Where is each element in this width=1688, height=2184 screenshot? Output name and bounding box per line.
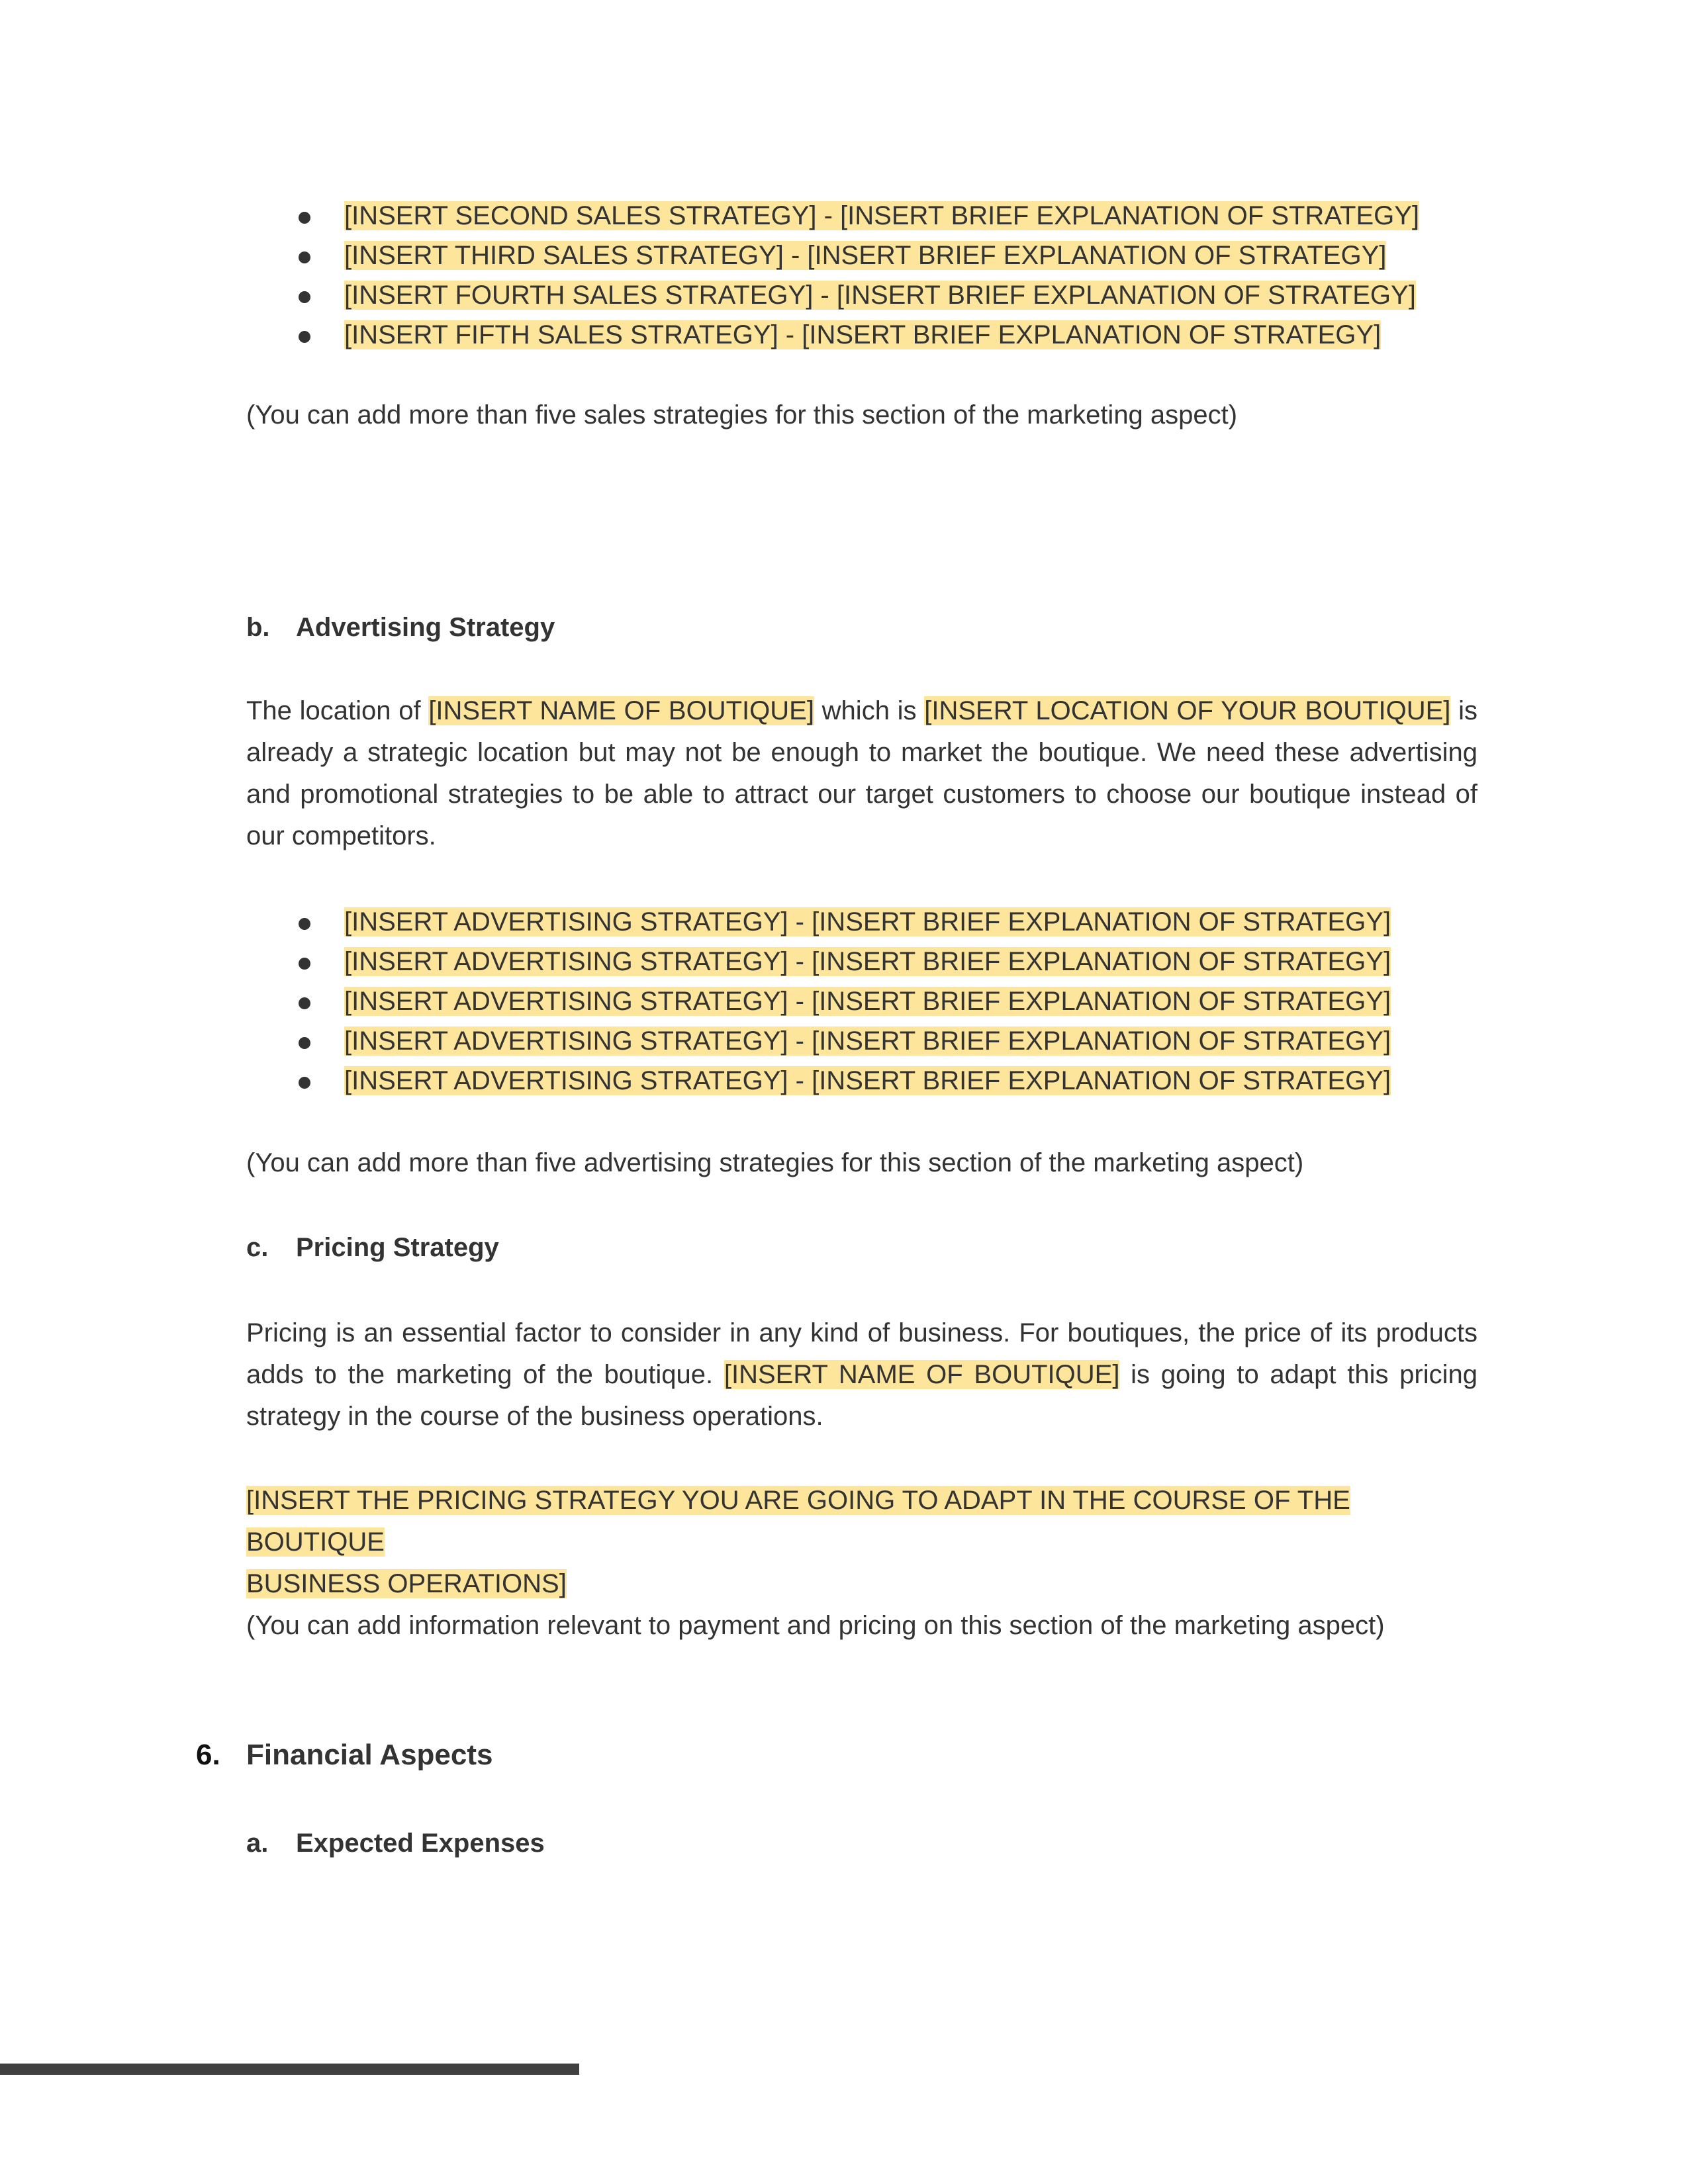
placeholder-text: [INSERT FIFTH SALES STRATEGY] - [INSERT BRIEF EXPLANATION OF STRATEGY] [344, 320, 1382, 349]
section-marker: a. [246, 1829, 269, 1858]
bullet-icon [299, 958, 310, 970]
body-text: which is [814, 696, 925, 725]
placeholder-text: [INSERT NAME OF BOUTIQUE] [428, 696, 814, 725]
placeholder-text: [INSERT SECOND SALES STRATEGY] - [INSERT BRIEF EXPLANATION OF STRATEGY] [344, 201, 1420, 230]
placeholder-text: [INSERT FOURTH SALES STRATEGY] - [INSERT BRIEF EXPLANATION OF STRATEGY] [344, 281, 1416, 310]
body-text: Pricing is an essential factor to consider in any kind of business. For boutiques, the price of its products adds to the marketing of the boutique. [246, 1318, 1477, 1389]
placeholder-text: [INSERT ADVERTISING STRATEGY] - [INSERT BRIEF EXPLANATION OF STRATEGY] [344, 947, 1391, 976]
advertising-strategy-list [0, 902, 1688, 1101]
bullet-icon [299, 212, 310, 224]
body-text: is already a strategic location but may not be enough to market the boutique. We need these advertising and promotional strategies to be able to attract our target customers to choose our boutique instead of our competitors. [246, 696, 1478, 850]
bullet-icon [299, 1037, 310, 1049]
placeholder-text: BUSINESS OPERATIONS] [246, 1569, 567, 1598]
advertising-note: (You can add more than five advertising strategies for this section of the marketing aspect) [246, 1148, 1304, 1177]
bullet-icon [299, 1077, 310, 1089]
section-title: Financial Aspects [246, 1739, 493, 1771]
list-item [0, 236, 1688, 275]
bullet-icon [299, 331, 310, 343]
sales-strategy-list [0, 196, 1688, 355]
financial-heading [196, 1734, 493, 1776]
list-item [0, 942, 1688, 981]
bullet-icon [299, 251, 310, 263]
pricing-heading [246, 1228, 499, 1267]
list-item [0, 1021, 1688, 1061]
section-title: Expected Expenses [296, 1829, 545, 1858]
placeholder-text: [INSERT NAME OF BOUTIQUE] [724, 1360, 1120, 1389]
list-item [0, 315, 1688, 355]
placeholder-text: [INSERT THE PRICING STRATEGY YOU ARE GOING TO ADAPT IN THE COURSE OF THE BOUTIQUE [246, 1486, 1350, 1557]
bullet-icon [299, 997, 310, 1009]
advertising-heading [246, 608, 555, 647]
advertising-paragraph [246, 690, 1477, 857]
bullet-icon [299, 918, 310, 930]
placeholder-text: [INSERT THIRD SALES STRATEGY] - [INSERT BRIEF EXPLANATION OF STRATEGY] [344, 241, 1387, 270]
section-title: Pricing Strategy [296, 1233, 499, 1262]
placeholder-text: [INSERT ADVERTISING STRATEGY] - [INSERT BRIEF EXPLANATION OF STRATEGY] [344, 907, 1391, 936]
list-item [0, 196, 1688, 236]
body-text: The location of [246, 696, 429, 725]
placeholder-text: [INSERT ADVERTISING STRATEGY] - [INSERT BRIEF EXPLANATION OF STRATEGY] [344, 987, 1391, 1016]
section-marker: b. [246, 613, 270, 642]
pricing-paragraph [246, 1312, 1477, 1437]
footer-bar [0, 2064, 579, 2075]
placeholder-text: [INSERT LOCATION OF YOUR BOUTIQUE] [924, 696, 1451, 725]
list-item [0, 1061, 1688, 1101]
list-item [0, 981, 1688, 1021]
placeholder-text: [INSERT ADVERTISING STRATEGY] - [INSERT BRIEF EXPLANATION OF STRATEGY] [344, 1026, 1391, 1056]
body-text: is going to adapt this pricing strategy in the course of the business operations. [246, 1360, 1477, 1431]
section-title: Advertising Strategy [296, 613, 555, 642]
sales-note: (You can add more than five sales strategies for this section of the marketing aspect) [246, 400, 1238, 430]
placeholder-text: [INSERT ADVERTISING STRATEGY] - [INSERT BRIEF EXPLANATION OF STRATEGY] [344, 1066, 1391, 1095]
list-item [0, 275, 1688, 315]
pricing-placeholder [246, 1480, 1477, 1605]
pricing-note: (You can add information relevant to payment and pricing on this section of the marketing aspect) [246, 1611, 1385, 1640]
section-marker: c. [246, 1233, 269, 1262]
section-number: 6. [196, 1739, 220, 1771]
list-item [0, 902, 1688, 942]
bullet-icon [299, 291, 310, 303]
expected-expenses-heading [246, 1823, 545, 1863]
